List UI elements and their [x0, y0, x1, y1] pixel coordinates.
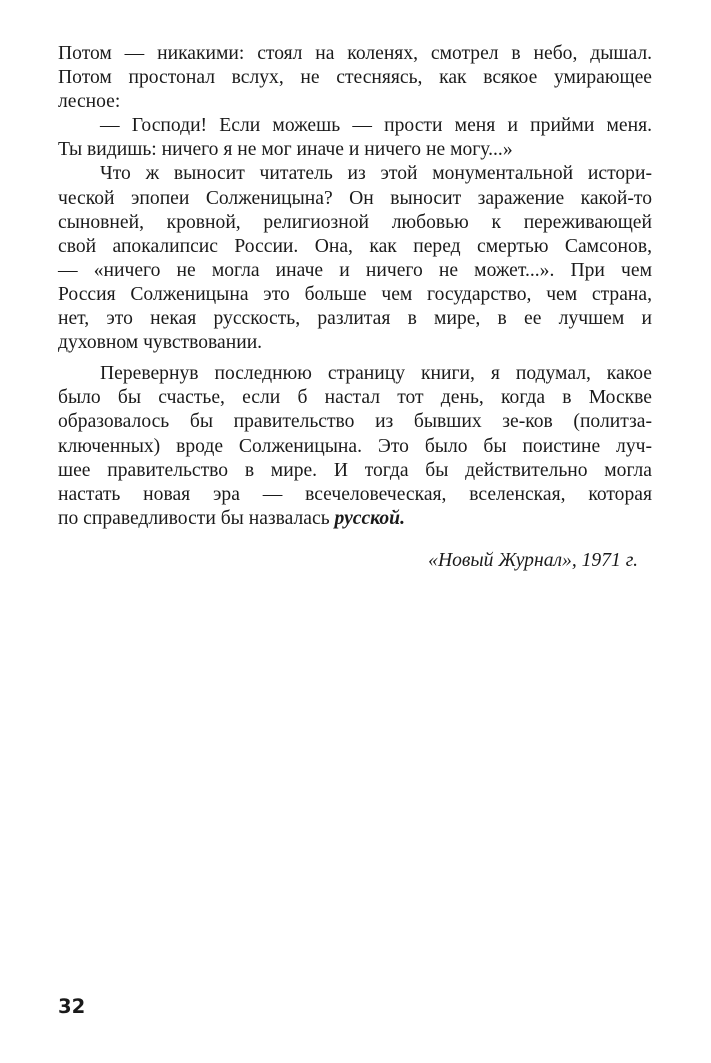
text-line: Россия Солженицына это больше чем государство, чем страна,	[58, 283, 652, 305]
paragraph-4	[58, 362, 652, 531]
text-line: Потом — никакими: стоял на коленях, смотрел в небо, дышал.	[58, 43, 652, 64]
text-line: Что ж выносит читатель из этой монументальной истори-	[100, 163, 652, 185]
text-line: шее правительство в мире. И тогда бы действительно могла	[58, 459, 652, 481]
body-text	[58, 42, 652, 531]
paragraph-2	[58, 114, 652, 162]
line-text: по справедливости бы назвалась	[58, 507, 335, 529]
text-line	[58, 507, 652, 531]
text-line: настать новая эра — всечеловеческая, вселенская, которая	[58, 483, 652, 505]
text-line: ключенных) вроде Солженицына. Это было бы поистине луч-	[58, 435, 652, 457]
paragraph-1	[58, 42, 652, 114]
text-line: Ты видишь: ничего я не мог иначе и ничего не могу...»	[58, 139, 513, 161]
text-line: лесное:	[58, 91, 121, 113]
text-line: ческой эпопеи Солженицына? Он выносит заражение какой-то	[58, 187, 652, 209]
text-line: — «ничего не могла иначе и ничего не может...». При чем	[58, 259, 652, 281]
text-line: — Господи! Если можешь — прости меня и прийми меня.	[100, 115, 652, 137]
text-line: духовном чувствовании.	[58, 332, 263, 354]
paragraph-3	[58, 162, 652, 355]
text-line: свой апокалипсис России. Она, как перед смертью Самсонов,	[58, 235, 652, 257]
text-line: Перевернув последнюю страницу книги, я подумал, какое	[100, 363, 652, 385]
emphasized-period: .	[400, 507, 405, 529]
emphasized-word: русской	[334, 507, 401, 529]
text-line: было бы счастье, если б настал тот день, когда в Москве	[58, 387, 652, 409]
text-line: образовалось бы правительство из бывших зе-ков (политза-	[58, 411, 652, 433]
source-citation: «Новый Журнал», 1971 г.	[428, 550, 638, 571]
text-line: сыновней, кровной, религиозной любовью к переживающей	[58, 211, 652, 233]
page-number: 32	[58, 995, 86, 1018]
text-line: нет, это некая русскость, разлитая в мире, в ее лучшем и	[58, 308, 652, 330]
text-line: Потом простонал вслух, не стесняясь, как всякое умирающее	[58, 67, 652, 89]
